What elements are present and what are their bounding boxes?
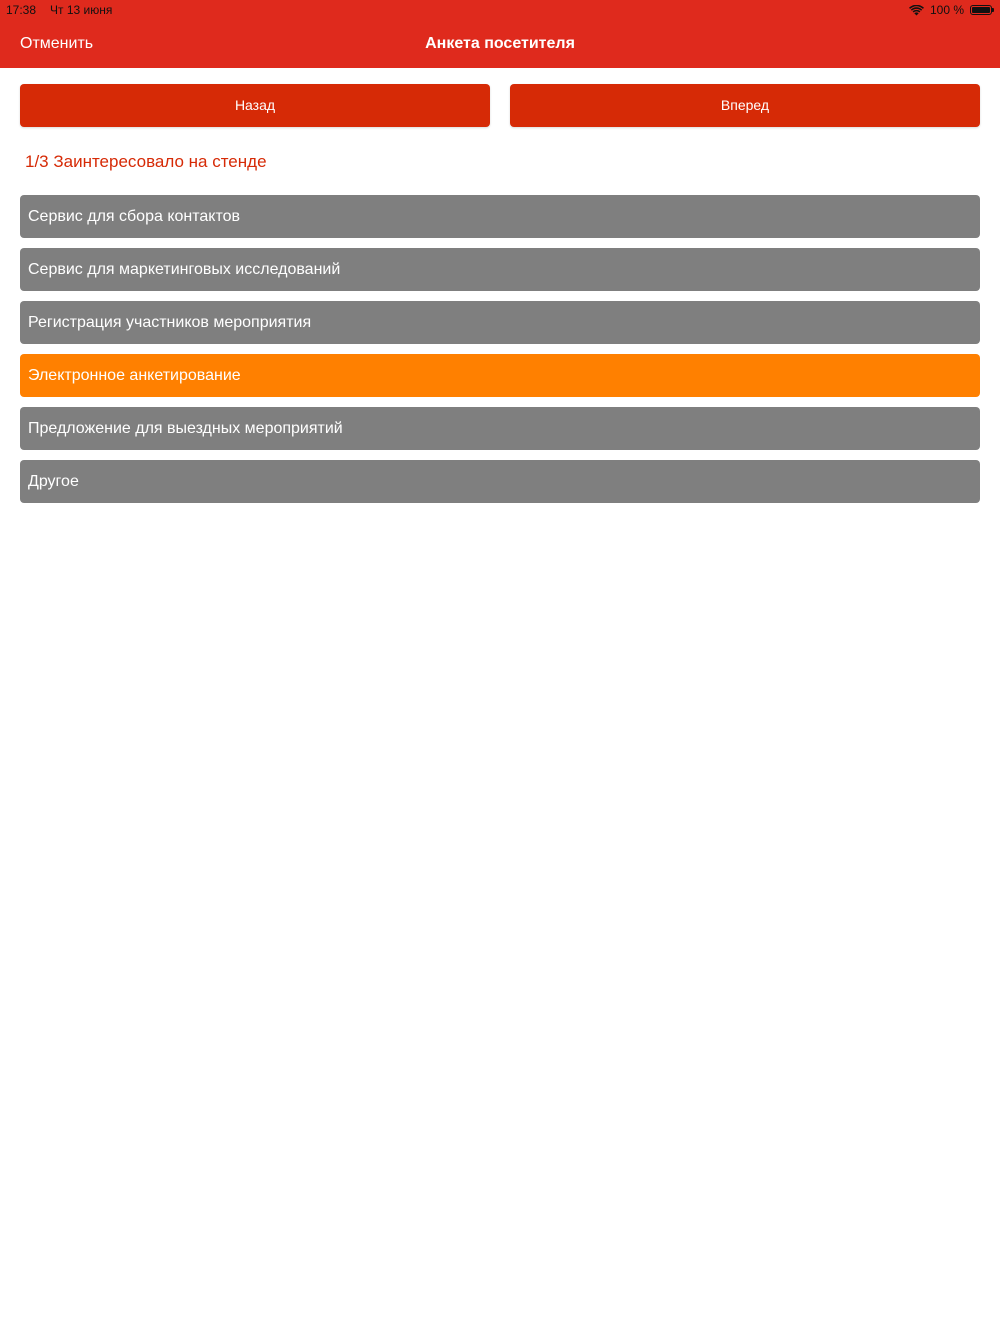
status-time: 17:38 <box>6 3 37 17</box>
status-bar-left <box>6 2 112 18</box>
cancel-button[interactable]: Отменить <box>20 35 94 52</box>
answer-option[interactable]: Другое <box>20 460 980 503</box>
battery-percent: 100 % <box>929 3 964 17</box>
nav-bar <box>0 0 1000 68</box>
answer-option[interactable]: Предложение для выездных мероприятий <box>20 407 980 450</box>
wifi-icon <box>909 5 924 16</box>
answer-options-list <box>20 195 980 513</box>
page-title: Анкета посетителя <box>425 35 575 52</box>
back-button[interactable]: Назад <box>20 84 490 127</box>
status-date: Чт 13 июня <box>50 3 113 17</box>
forward-button[interactable]: Вперед <box>510 84 980 127</box>
question-title: 1/3 Заинтересовало на стенде <box>25 152 267 171</box>
status-bar-right <box>909 2 992 18</box>
answer-option[interactable]: Сервис для маркетинговых исследований <box>20 248 980 291</box>
answer-option[interactable]: Регистрация участников мероприятия <box>20 301 980 344</box>
answer-option-selected[interactable]: Электронное анкетирование <box>20 354 980 397</box>
answer-option[interactable]: Сервис для сбора контактов <box>20 195 980 238</box>
battery-icon <box>970 5 992 15</box>
